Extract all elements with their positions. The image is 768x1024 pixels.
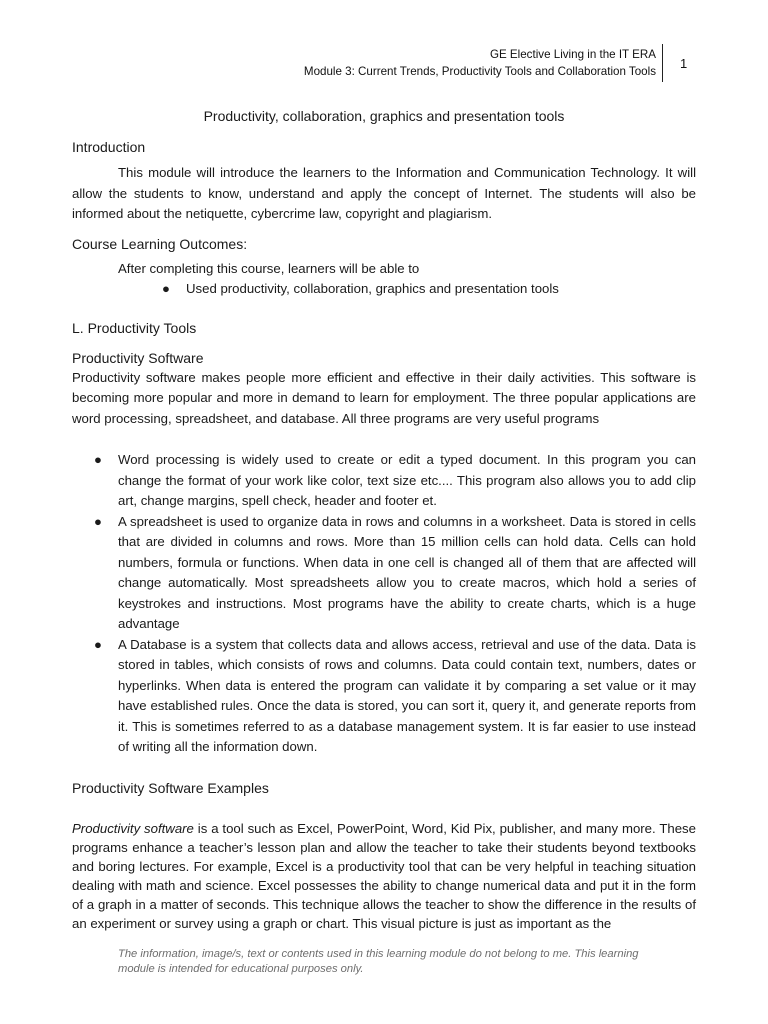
header-module-title: Module 3: Current Trends, Productivity Tools and Collaboration Tools — [303, 65, 656, 78]
outcomes-heading: Course Learning Outcomes: — [72, 235, 248, 252]
outcomes-lead: After completing this course, learners will be able to — [118, 260, 420, 276]
database-text: A Database is a system that collects data and allows access, retrieval and use of the data. Data is stored in tables, which consists of rows and columns. Data could contain text, numbers, dates or hyperlinks. When data is entered the program can validate it by comparing a set value or it may have established rules. Once the data is stored, you can sort it, query it, and generate reports from it. This is sometimes referred to as a database management system. It is far easier to use instead of writing all the information down. — [118, 636, 696, 754]
header-course-title: GE Elective Living in the IT ERA — [489, 48, 656, 61]
outcome-text: Used productivity, collaboration, graphics and presentation tools — [186, 281, 559, 296]
word-processing-text: Word processing is widely used to create or edit a typed document. In this program you can change the format of your work like color, text size etc.... This program also allows you to add clip art, change margins, spell check, header and footer et. — [118, 452, 696, 508]
list-item — [94, 635, 696, 758]
list-item — [94, 450, 696, 512]
examples-body: is a tool such as Excel, PowerPoint, Word, Kid Pix, publisher, and many more. These programs enhance a teacher’s lesson plan and allow the teacher to take their students beyond textbooks and boring lectures. For example, Excel is a productivity tool that can be very helpful in teaching situation dealing with math and science. Excel possesses the ability to change numerical data and put it in the form of a graph in a matter of seconds. This technique allows the teacher to show the difference in the results of an experiment or survey using a graph or chart. This visual picture is just as important as the — [72, 820, 696, 931]
bullet-icon: ● — [94, 636, 102, 652]
outcomes-list — [72, 279, 696, 300]
list-item — [94, 512, 696, 635]
page-number: 1 — [680, 56, 688, 71]
section-l-heading: L. Productivity Tools — [72, 319, 197, 336]
introduction-heading: Introduction — [72, 139, 146, 155]
footer-disclaimer: The information, image/s, text or contents used in this learning module do not belong to me. This learning module is intended for educational purposes only. — [118, 948, 639, 975]
examples-italic-term: Productivity software — [72, 820, 194, 836]
bullet-icon: ● — [94, 452, 102, 467]
document-body — [72, 106, 696, 933]
examples-text — [72, 819, 696, 933]
header-divider — [662, 44, 663, 82]
spreadsheet-text: A spreadsheet is used to organize data in rows and columns in a worksheet. Data is stored in cells that are divided in columns and rows. More than 15 million cells can hold data. Cells can hold numbers, formula or functions. When data in one cell is changed all of them that are affected will change automatically. Most spreadsheets allow you to create macros, which hold a series of keystrokes and instructions. Most programs have the ability to create charts, which is a huge advantage — [118, 513, 696, 631]
bullet-icon: ● — [94, 513, 102, 529]
bullet-icon: ● — [162, 281, 170, 296]
introduction-text: This module will introduce the learners to the Information and Communication Technology. It will allow the students to know, understand and apply the concept of Internet. The students will also be informed about the netiquette, cybercrime law, copyright and plagiarism. — [72, 165, 696, 221]
header-text — [304, 46, 656, 80]
productivity-software-text: Productivity software makes people more efficient and effective in their daily activities. This software is becoming more popular and more in demand to learn for employment. The three popular applications are word processing, spreadsheet, and database. All three programs are very useful programs — [72, 369, 696, 426]
list-item — [162, 279, 696, 300]
productivity-software-list — [72, 450, 696, 758]
page-title: Productivity, collaboration, graphics and presentation tools — [203, 108, 565, 124]
examples-heading: Productivity Software Examples — [72, 779, 269, 796]
productivity-software-heading: Productivity Software — [72, 349, 204, 366]
